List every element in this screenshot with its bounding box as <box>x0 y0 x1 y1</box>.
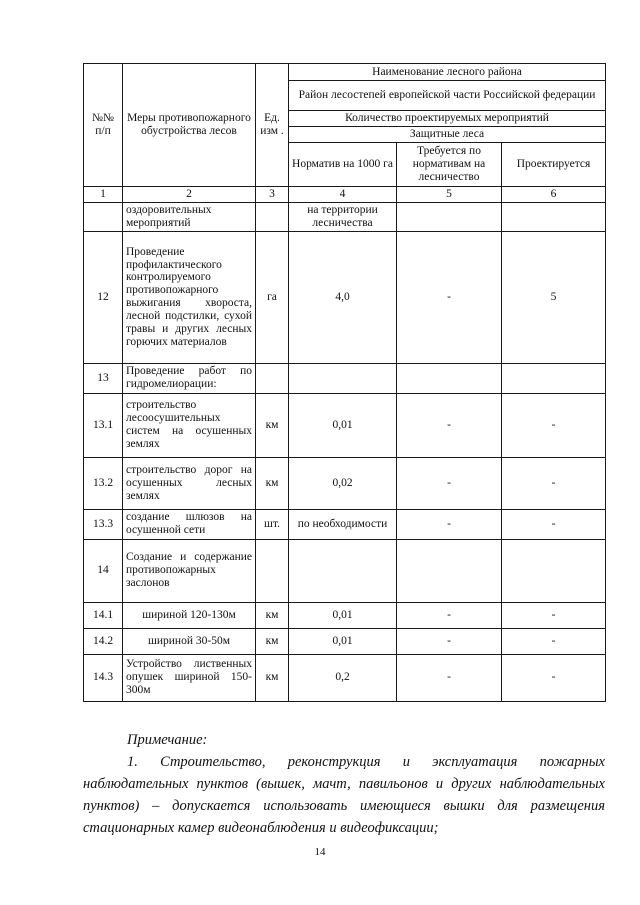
row-unit <box>256 363 289 393</box>
row-norm: 4,0 <box>289 231 397 363</box>
column-number: 4 <box>289 186 397 202</box>
row-unit: км <box>256 628 289 654</box>
table-row <box>84 363 606 393</box>
table-row <box>84 393 606 457</box>
row-norm: 0,01 <box>289 393 397 457</box>
row-unit <box>256 202 289 231</box>
row-projected: - <box>502 457 606 509</box>
row-number: 14 <box>84 539 123 602</box>
row-norm: 0,2 <box>289 654 397 701</box>
row-projected <box>502 539 606 602</box>
row-measure: строительство лесоосушительных систем на осушенных землях <box>123 393 256 457</box>
row-projected <box>502 202 606 231</box>
page-number: 14 <box>314 846 326 858</box>
row-measure: строительство дорог на осушенных лесных землях <box>123 457 256 509</box>
row-projected: - <box>502 602 606 628</box>
column-number: 6 <box>502 186 606 202</box>
row-measure: шириной 30-50м <box>123 628 256 654</box>
row-measure: оздоровительных мероприятий <box>123 202 256 231</box>
header-col-number: №№ п/п <box>84 64 123 187</box>
row-required: - <box>397 231 502 363</box>
column-number: 1 <box>84 186 123 202</box>
row-unit: км <box>256 602 289 628</box>
table-row <box>84 457 606 509</box>
row-required <box>397 202 502 231</box>
header-col-norm: Норматив на 1000 га <box>289 142 397 186</box>
row-unit: шт. <box>256 509 289 539</box>
row-norm: 0,02 <box>289 457 397 509</box>
row-projected: 5 <box>502 231 606 363</box>
header-district-title: Наименование лесного района <box>289 64 606 81</box>
row-projected: - <box>502 628 606 654</box>
row-norm <box>289 363 397 393</box>
header-col-required: Требуется по нормативам на лесничество <box>397 142 502 186</box>
row-measure: Проведение профилактического контролируемого противопожарного выжигания хвороста, лесной подстилки, сухой травы и других лесных горючих материалов <box>123 231 256 363</box>
row-number: 14.2 <box>84 628 123 654</box>
column-number: 3 <box>256 186 289 202</box>
row-measure: шириной 120-130м <box>123 602 256 628</box>
row-norm: на территории лесничества <box>289 202 397 231</box>
column-number: 5 <box>397 186 502 202</box>
row-projected <box>502 363 606 393</box>
row-unit <box>256 539 289 602</box>
row-unit: км <box>256 654 289 701</box>
note-title: Примечание: <box>127 732 208 748</box>
row-measure: Создание и содержание противопожарных заслонов <box>123 539 256 602</box>
header-quantity-title: Количество проектируемых мероприятий <box>289 111 606 127</box>
row-norm <box>289 539 397 602</box>
table-row <box>84 654 606 701</box>
row-required: - <box>397 393 502 457</box>
header-forest-type: Защитные леса <box>289 126 606 142</box>
row-number: 14.1 <box>84 602 123 628</box>
row-required: - <box>397 654 502 701</box>
row-number: 14.3 <box>84 654 123 701</box>
row-projected: - <box>502 393 606 457</box>
table-row <box>84 509 606 539</box>
table-row <box>84 602 606 628</box>
row-unit: км <box>256 393 289 457</box>
row-number: 13.1 <box>84 393 123 457</box>
row-norm: по необходимости <box>289 509 397 539</box>
row-required <box>397 363 502 393</box>
row-required: - <box>397 457 502 509</box>
row-measure: Устройство лиственных опушек шириной 150-300м <box>123 654 256 701</box>
row-measure: Проведение работ по гидромелиорации: <box>123 363 256 393</box>
note-section <box>83 729 605 839</box>
table-row <box>84 539 606 602</box>
header-col-unit: Ед. изм . <box>256 64 289 187</box>
row-required <box>397 539 502 602</box>
fire-prevention-measures-table <box>83 63 606 702</box>
row-required: - <box>397 628 502 654</box>
row-number <box>84 202 123 231</box>
row-norm: 0,01 <box>289 602 397 628</box>
table-row <box>84 202 606 231</box>
header-col-measures: Меры противопожарного обустройства лесов <box>123 64 256 187</box>
column-number: 2 <box>123 186 256 202</box>
row-norm: 0,01 <box>289 628 397 654</box>
row-measure: создание шлюзов на осушенной сети <box>123 509 256 539</box>
row-required: - <box>397 509 502 539</box>
row-unit: га <box>256 231 289 363</box>
row-unit: км <box>256 457 289 509</box>
header-district-name: Район лесостепей европейской части Российской федерации <box>289 81 606 111</box>
row-required: - <box>397 602 502 628</box>
header-col-projected: Проектируется <box>502 142 606 186</box>
row-number: 13.2 <box>84 457 123 509</box>
row-projected: - <box>502 509 606 539</box>
column-numbers-row <box>84 186 606 202</box>
row-projected: - <box>502 654 606 701</box>
table-row <box>84 628 606 654</box>
table-row <box>84 231 606 363</box>
note-text: 1. Строительство, реконструкция и эксплуатация пожарных наблюдательных пунктов (вышек, мачт, павильонов и других наблюдательных пунктов) – допускается использовать имеющиеся вышки для размещения стационарных камер видеонаблюдения и видеофиксации; <box>83 754 605 836</box>
row-number: 12 <box>84 231 123 363</box>
row-number: 13 <box>84 363 123 393</box>
row-number: 13.3 <box>84 509 123 539</box>
